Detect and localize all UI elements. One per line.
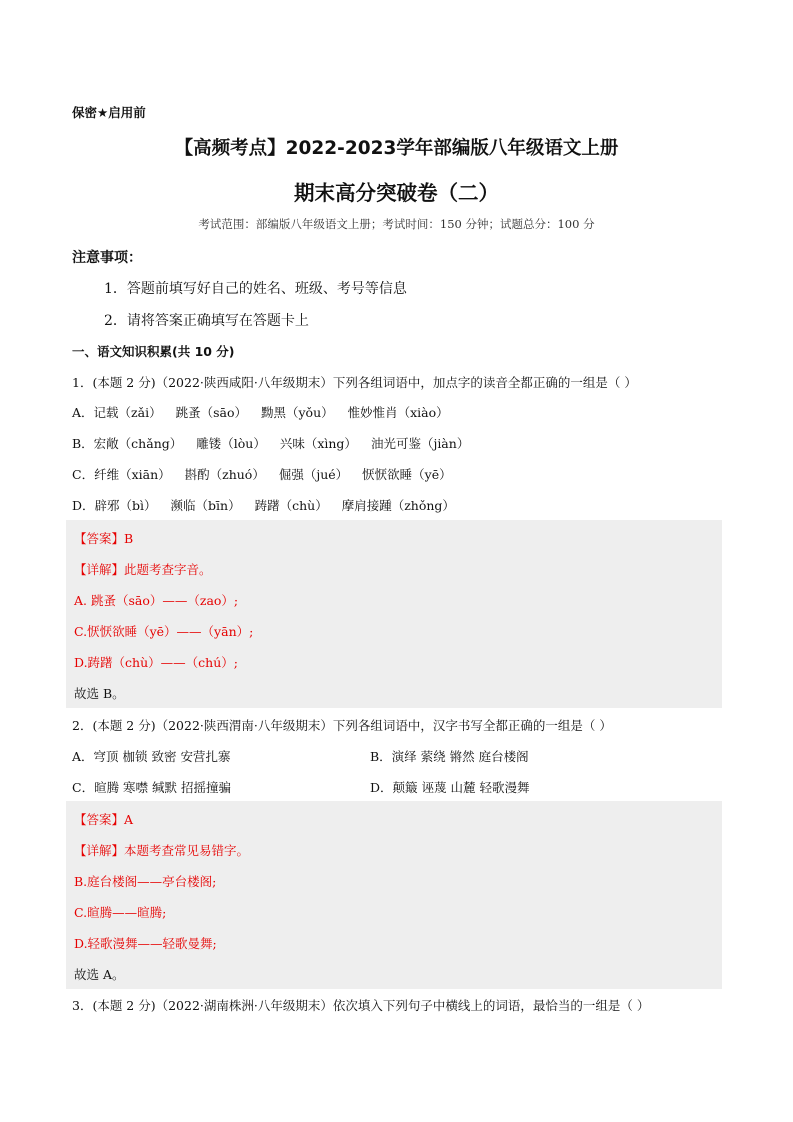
q2-option-d: D．颠簸 诬蔑 山麓 轻歌漫舞 — [370, 780, 530, 795]
explain-line: C.暄腾——暄腾; — [74, 905, 167, 920]
secret-label: 保密★启用前 — [72, 105, 146, 120]
option-word: 兴味（xìng） — [279, 436, 357, 451]
q1-option-c — [72, 465, 466, 483]
option-word: 油光可鉴（jiàn） — [370, 436, 470, 451]
option-word: 倔强（jué） — [278, 467, 349, 482]
explain-label: 【详解】此题考查字音。 — [74, 562, 212, 577]
answer-box-q1 — [66, 520, 722, 708]
q2-option-b: B．演绎 萦绕 锵然 庭台楼阁 — [370, 749, 529, 764]
page-subtitle: 期末高分突破卷（二） — [294, 181, 499, 205]
option-word: 摩肩接踵（zhǒng） — [341, 498, 455, 513]
q1-option-d — [72, 496, 469, 514]
question-2-stem: 2．(本题 2 分)（2022·陕西渭南·八年级期末）下列各组词语中，汉字书写全都正确的一组是（ ） — [72, 718, 612, 733]
explain-line: A. 跳蚤（sāo）——（zao）; — [74, 593, 239, 608]
conclusion: 故选 A。 — [74, 967, 125, 982]
option-word: 踌躇（chù） — [254, 498, 328, 513]
answer-label: 【答案】A — [74, 812, 134, 827]
notice-item: 1．答题前填写好自己的姓名、班级、考号等信息 — [104, 281, 407, 297]
page-title: 【高频考点】2022-2023学年部编版八年级语文上册 — [174, 138, 619, 159]
explain-label: 【详解】本题考查常见易错字。 — [74, 843, 250, 858]
q1-option-a — [72, 403, 463, 421]
option-word: D．辟邪（bì） — [72, 498, 157, 513]
option-word: B．宏敞（chǎng） — [72, 436, 183, 451]
q2-option-c: C．暄腾 寒噤 缄默 招摇撞骗 — [72, 780, 231, 795]
question-3-stem: 3．(本题 2 分)（2022·湖南株洲·八年级期末）依次填入下列句子中横线上的词语，最恰当的一组是（ ） — [72, 998, 650, 1013]
explain-line: D.踌躇（chù）——（chú）; — [74, 655, 238, 670]
option-word: 惟妙惟肖（xiào） — [347, 405, 449, 420]
question-1-stem: 1．(本题 2 分)（2022·陕西咸阳·八年级期末）下列各组词语中，加点字的读音全都正确的一组是（ ） — [72, 375, 637, 390]
notice-item: 2．请将答案正确填写在答题卡上 — [104, 313, 309, 329]
explain-line: B.庭台楼阁——亭台楼阁; — [74, 874, 217, 889]
option-word: 斟酌（zhuó） — [184, 467, 265, 482]
q2-option-a: A．穹顶 枷锁 致密 安营扎寨 — [72, 749, 231, 764]
exam-meta: 考试范围：部编版八年级语文上册；考试时间：150 分钟；试题总分：100 分 — [198, 217, 595, 231]
answer-box-q2 — [66, 801, 722, 989]
option-word: 濒临（bīn） — [170, 498, 241, 513]
q1-option-b — [72, 434, 483, 452]
conclusion: 故选 B。 — [74, 686, 125, 701]
option-word: A．记载（zǎi） — [72, 405, 162, 420]
option-word: 恹恹欲睡（yē） — [362, 467, 452, 482]
notice-heading: 注意事项： — [72, 250, 142, 266]
option-word: C．纤维（xiān） — [72, 467, 171, 482]
option-word: 黝黑（yǒu） — [260, 405, 334, 420]
option-word: 雕镂（lòu） — [196, 436, 266, 451]
section-heading: 一、语文知识积累(共 10 分) — [72, 344, 235, 359]
explain-line: C.恹恹欲睡（yē）——（yān）; — [74, 624, 254, 639]
explain-line: D.轻歌漫舞——轻歌曼舞; — [74, 936, 217, 951]
option-word: 跳蚤（sāo） — [175, 405, 247, 420]
answer-label: 【答案】B — [74, 531, 134, 546]
